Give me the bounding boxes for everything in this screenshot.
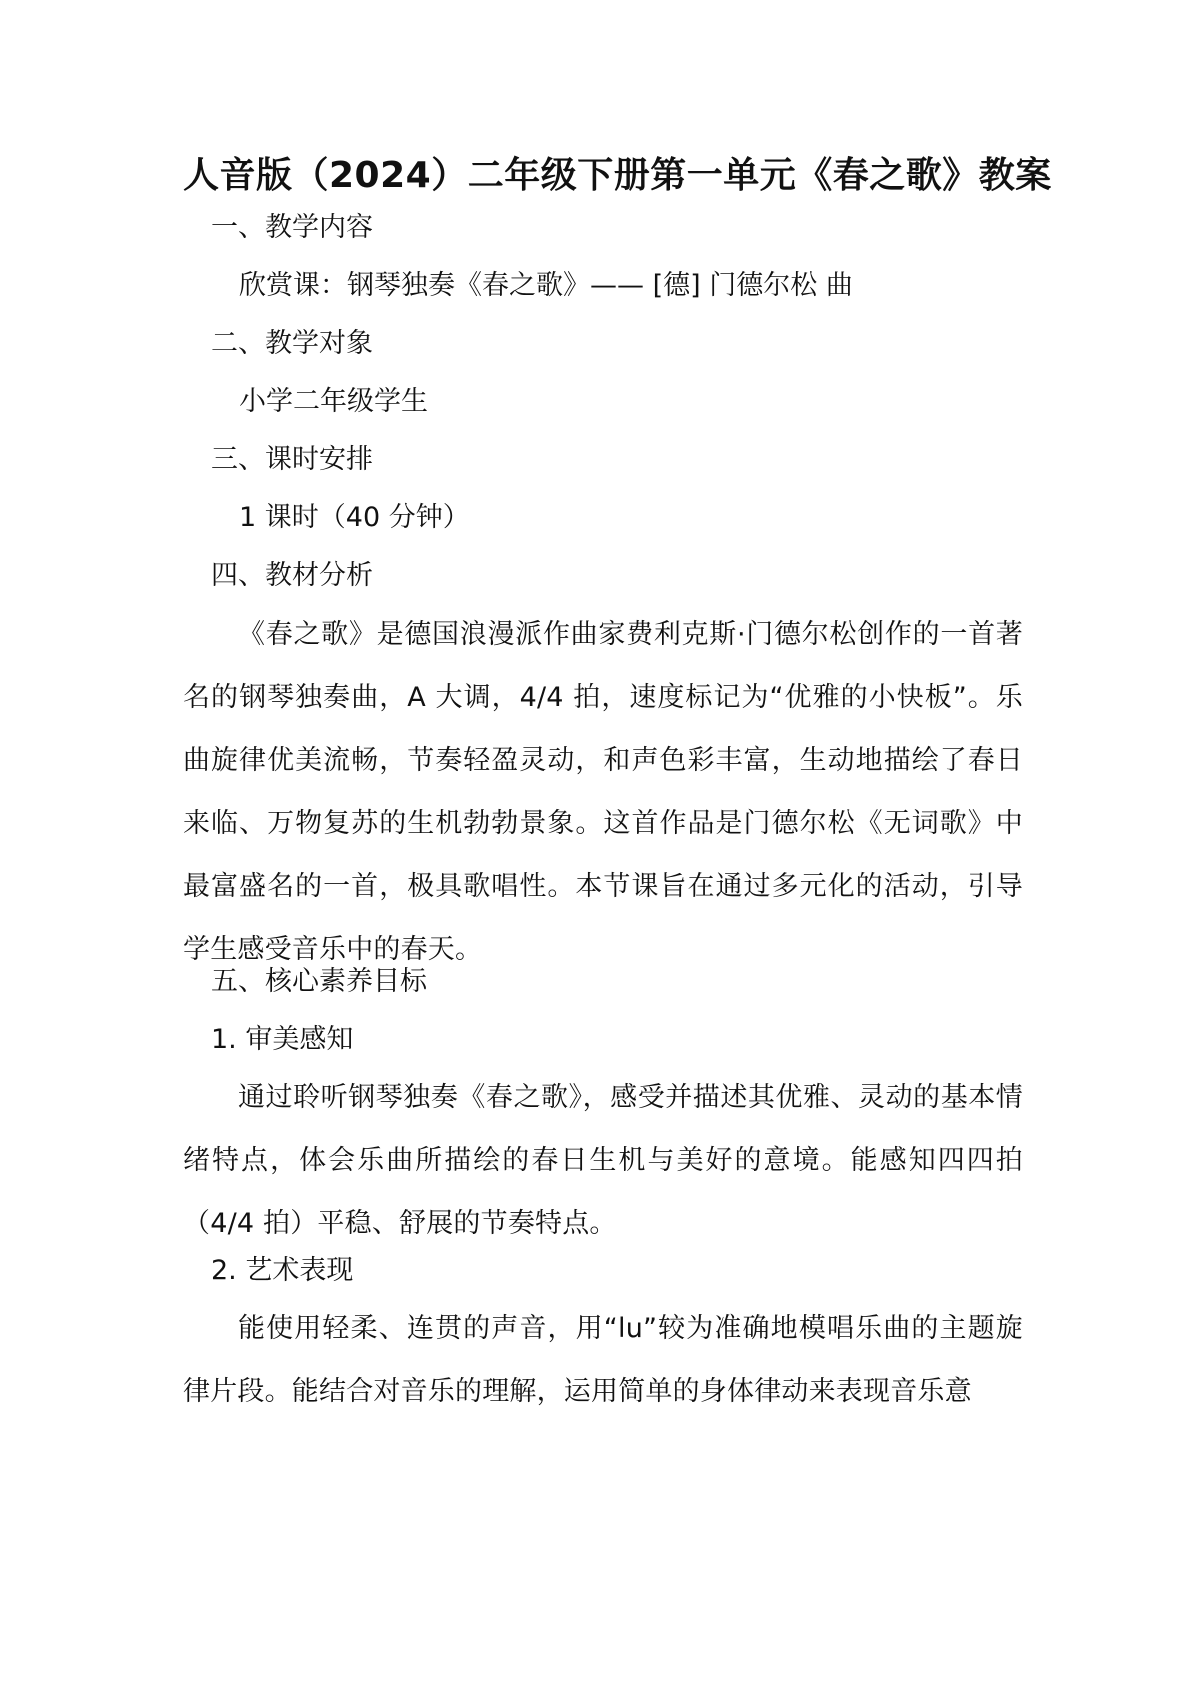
subsection-heading-artistic-expression: 2. 艺术表现 [211, 1255, 354, 1286]
subsection-body-artistic-expression: 能使用轻柔、连贯的声音，用“lu”较为准确地模唱乐曲的主题旋律片段。能结合对音乐的理解，运用简单的身体律动来表现音乐意 [183, 1313, 1023, 1407]
subsection-body-aesthetic-perception: 通过聆听钢琴独奏《春之歌》，感受并描述其优雅、灵动的基本情绪特点，体会乐曲所描绘的春日生机与美好的意境。能感知四四拍（4/4 拍）平稳、舒展的节奏特点。 [183, 1082, 1023, 1239]
section-body-teaching-target: 小学二年级学生 [239, 386, 428, 417]
document-title: 人音版（2024）二年级下册第一单元《春之歌》教案 [183, 155, 1052, 196]
section-heading-teaching-target: 二、教学对象 [211, 328, 373, 359]
section-body-schedule: 1 课时（40 分钟） [239, 502, 470, 533]
section-body-material-analysis: 《春之歌》是德国浪漫派作曲家费利克斯·门德尔松创作的一首著名的钢琴独奏曲，A 大调，4/4 拍，速度标记为“优雅的小快板”。乐曲旋律优美流畅，节奏轻盈灵动，和声色彩丰富，生动地描绘了春日来临、万物复苏的生机勃勃景象。这首作品是门德尔松《无词歌》中最富盛名的一首，极具歌唱性。本节课旨在通过多元化的活动，引导学生感受音乐中的春天。 [183, 619, 1023, 965]
subsection-heading-aesthetic-perception: 1. 审美感知 [211, 1024, 354, 1055]
section-body-teaching-content: 欣赏课：钢琴独奏《春之歌》—— [德] 门德尔松 曲 [239, 270, 853, 301]
section-heading-core-goals: 五、核心素养目标 [211, 966, 427, 997]
section-heading-teaching-content: 一、教学内容 [211, 212, 373, 243]
section-heading-material-analysis: 四、教材分析 [211, 560, 373, 591]
section-heading-schedule: 三、课时安排 [211, 444, 373, 475]
